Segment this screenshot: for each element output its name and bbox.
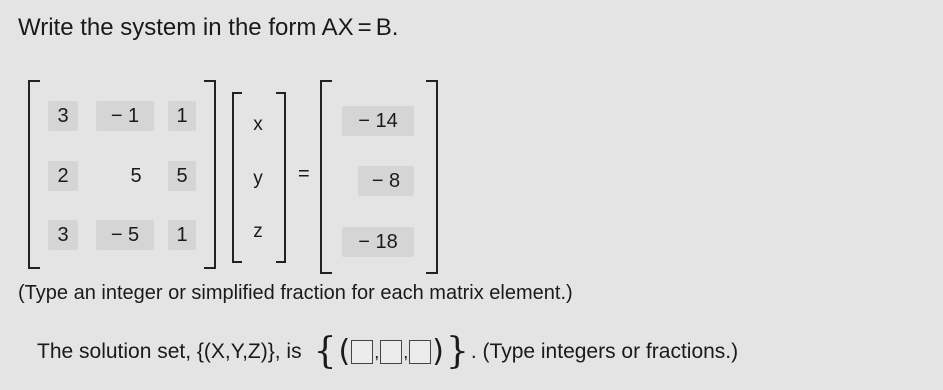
matrix-a-cell-1-1: 3	[48, 101, 78, 131]
vector-b-cell-3: − 18	[342, 227, 414, 257]
matrix-a-cell-3-1: 3	[48, 220, 78, 250]
matrix-a-left-bracket	[28, 80, 40, 269]
solution-close-brace: }	[445, 331, 469, 372]
matrix-a-cell-3-2: − 5	[96, 220, 154, 250]
matrix-a-cell-3-3: 1	[168, 220, 196, 250]
answer-x-input[interactable]	[351, 340, 373, 364]
solution-prefix: The solution set, {(X,Y,Z)}, is	[37, 340, 302, 363]
matrix-hint: (Type an integer or simplified fraction for each matrix element.)	[18, 282, 573, 304]
question-b: B.	[375, 14, 399, 41]
vector-x-right-bracket	[276, 92, 286, 263]
matrix-a-cell-1-2: − 1	[96, 101, 154, 131]
solution-row	[37, 331, 739, 372]
solution-open-paren: (	[338, 334, 351, 369]
solution-close-paren: )	[432, 334, 444, 369]
vector-b-cell-2: − 8	[358, 166, 414, 196]
solution-comma-2: ,	[403, 341, 409, 362]
vector-b-right-bracket	[426, 80, 438, 274]
answer-y-input[interactable]	[380, 340, 402, 364]
solution-suffix: . (Type integers or fractions.)	[470, 340, 739, 363]
solution-comma-1: ,	[374, 341, 380, 362]
answer-z-input[interactable]	[409, 340, 431, 364]
question-prefix: Write the system in the form	[18, 14, 322, 41]
vector-x-left-bracket	[232, 92, 242, 263]
matrix-a-cell-1-3: 1	[168, 101, 196, 131]
equals-sign: =	[298, 163, 310, 185]
vector-x-z: z	[253, 221, 263, 242]
vector-b-cell-1: − 14	[342, 106, 414, 136]
vector-x-y: y	[253, 168, 263, 189]
matrix-a-cell-2-1: 2	[48, 161, 78, 191]
question-prompt	[18, 14, 398, 42]
vector-b-left-bracket	[320, 80, 332, 274]
matrix-a-right-bracket	[204, 80, 216, 269]
vector-x-x: x	[253, 114, 263, 135]
question-ax: AX	[321, 14, 354, 41]
solution-open-brace: {	[313, 331, 337, 372]
matrix-a-cell-2-3: 5	[168, 161, 196, 191]
question-equals: =	[357, 14, 372, 41]
matrix-a-cell-2-2: 5	[130, 165, 142, 187]
